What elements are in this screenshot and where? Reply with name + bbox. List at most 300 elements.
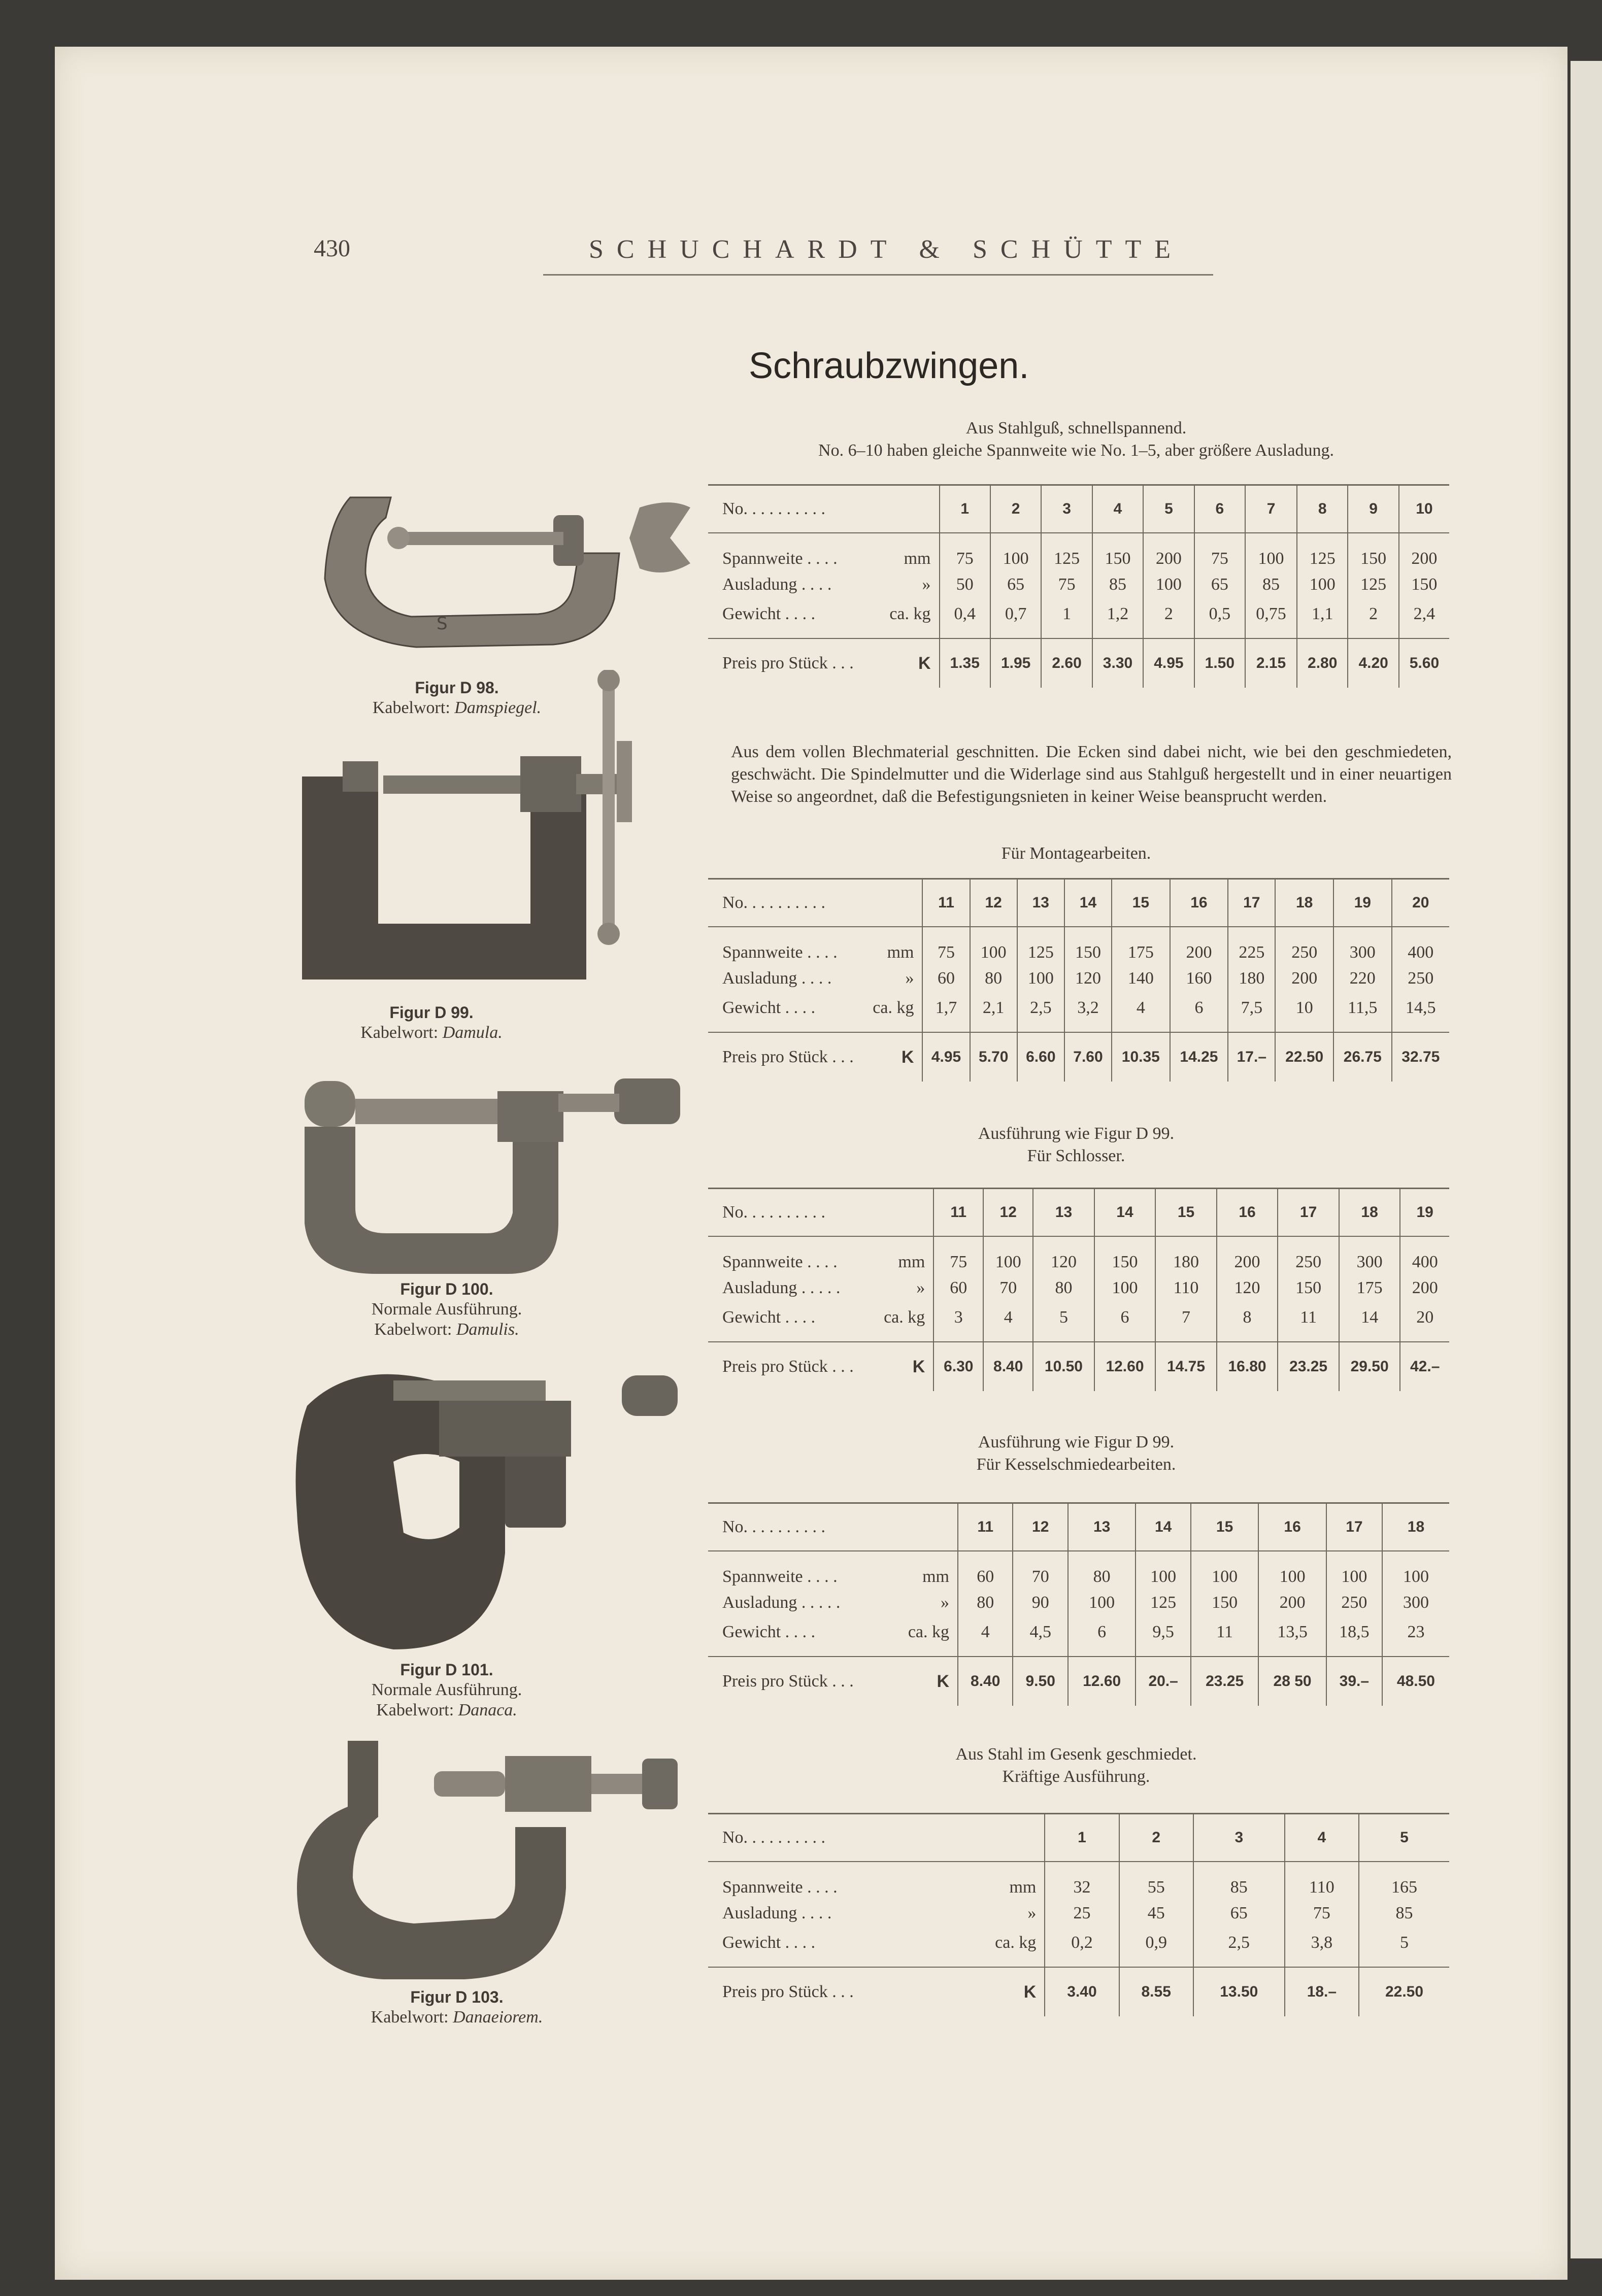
- cell: 65: [1193, 1899, 1285, 1928]
- clamp-figure-d98-image: [315, 477, 700, 675]
- col-no: 13: [1033, 1189, 1094, 1237]
- next-page-edge: [1571, 61, 1602, 2258]
- price-cell: 8.55: [1119, 1967, 1193, 2016]
- label-text: Gewicht . . . .: [722, 1308, 816, 1327]
- price-cell: 20.–: [1136, 1657, 1190, 1706]
- cell: 300: [1333, 927, 1392, 964]
- price-cell: 1.35: [940, 638, 990, 688]
- cell: 65: [990, 570, 1041, 599]
- cell: 65: [1194, 570, 1245, 599]
- figure-note: Normale Ausführung.: [371, 1680, 522, 1699]
- cell: 80: [1068, 1551, 1136, 1588]
- cell: 85: [1193, 1862, 1285, 1899]
- cell: 90: [1013, 1588, 1067, 1617]
- currency: K: [912, 1357, 925, 1376]
- spannweite-row: [708, 927, 1449, 964]
- price-row: [708, 1032, 1449, 1082]
- no-label: No. . . . . . . . . .: [708, 485, 940, 533]
- cell: 70: [983, 1273, 1033, 1303]
- price-cell: 14.75: [1155, 1342, 1217, 1391]
- cell: 140: [1112, 964, 1170, 993]
- label-text: Ausladung . . . . .: [722, 1593, 841, 1612]
- intro-line: Für Kesselschmiedearbeiten.: [976, 1455, 1176, 1474]
- row-label: [708, 1617, 958, 1657]
- code-label: Kabelwort:: [371, 2008, 449, 2027]
- cell: 125: [1041, 533, 1092, 570]
- label-text: Gewicht . . . .: [722, 604, 816, 623]
- spec-table-3: [708, 1188, 1449, 1391]
- cell: 6: [1068, 1617, 1136, 1657]
- no-label: No. . . . . . . . . .: [708, 1503, 958, 1551]
- table5-intro: [706, 1743, 1447, 1788]
- label-text: Spannweite . . . .: [722, 1253, 838, 1271]
- price-cell: 4.20: [1348, 638, 1398, 688]
- cell: 32: [1045, 1862, 1119, 1899]
- price-cell: 8.40: [983, 1342, 1033, 1391]
- unit: »: [941, 1593, 949, 1612]
- gewicht-row: [708, 1303, 1449, 1342]
- unit: mm: [887, 943, 914, 962]
- cell: 9,5: [1136, 1617, 1190, 1657]
- clamp-figure-d101-image: [292, 1360, 693, 1655]
- price-cell: 2.60: [1041, 638, 1092, 688]
- cell: 75: [940, 533, 990, 570]
- cell: 75: [1041, 570, 1092, 599]
- cell: 150: [1278, 1273, 1339, 1303]
- cell: 0,9: [1119, 1928, 1193, 1967]
- intro-line: Aus Stahlguß, schnellspannend.: [965, 419, 1187, 437]
- col-no: 11: [922, 879, 970, 927]
- row-label: [708, 1928, 1045, 1967]
- figure-number: Figur D 101.: [400, 1661, 493, 1679]
- price-cell: 1.50: [1194, 638, 1245, 688]
- col-no: 16: [1170, 879, 1228, 927]
- row-label: [708, 1303, 933, 1342]
- cell: 100: [1382, 1551, 1449, 1588]
- label-text: Ausladung . . . . .: [722, 1278, 841, 1297]
- cell: 250: [1326, 1588, 1382, 1617]
- col-no: 15: [1191, 1503, 1258, 1551]
- row-label: [708, 1551, 958, 1588]
- col-no: 4: [1092, 485, 1143, 533]
- col-no: 15: [1155, 1189, 1217, 1237]
- price-cell: 16.80: [1217, 1342, 1278, 1391]
- spec-table-4: [708, 1502, 1449, 1706]
- unit: ca. kg: [889, 604, 931, 623]
- label-text: Ausladung . . . .: [722, 1904, 832, 1922]
- unit: »: [1027, 1904, 1037, 1922]
- ausladung-row: [708, 570, 1449, 599]
- cell: 70: [1013, 1551, 1067, 1588]
- cell: 0,75: [1245, 599, 1297, 638]
- cell: 100: [1245, 533, 1297, 570]
- cell: 0,2: [1045, 1928, 1119, 1967]
- col-no: 2: [1119, 1814, 1193, 1862]
- cell: 60: [922, 964, 970, 993]
- col-no: 18: [1339, 1189, 1400, 1237]
- cell: 60: [958, 1551, 1013, 1588]
- header-rule: [543, 274, 1213, 276]
- spannweite-row: [708, 533, 1449, 570]
- unit: »: [916, 1278, 925, 1297]
- cell: 80: [1033, 1273, 1094, 1303]
- col-no: 14: [1136, 1503, 1190, 1551]
- price-cell: 5.70: [970, 1032, 1017, 1082]
- cell: 4: [1112, 993, 1170, 1032]
- col-no: 9: [1348, 485, 1398, 533]
- price-cell: 5.60: [1399, 638, 1449, 688]
- row-label: [708, 533, 940, 570]
- figure-code-line: [315, 1700, 579, 1720]
- cell: 200: [1275, 964, 1333, 993]
- col-no: 5: [1143, 485, 1194, 533]
- intro-line: Aus Stahl im Gesenk geschmiedet.: [955, 1745, 1197, 1764]
- cell: 5: [1033, 1303, 1094, 1342]
- price-cell: 1.95: [990, 638, 1041, 688]
- figure-number: Figur D 103.: [410, 1988, 504, 2006]
- cell: 165: [1359, 1862, 1449, 1899]
- row-label: [708, 1967, 1045, 2016]
- figure-code-line: [315, 1320, 579, 1340]
- col-no: 17: [1326, 1503, 1382, 1551]
- cell: 75: [922, 927, 970, 964]
- ausladung-row: [708, 964, 1449, 993]
- price-cell: 3.40: [1045, 1967, 1119, 2016]
- cell: 4: [958, 1617, 1013, 1657]
- label-text: Ausladung . . . .: [722, 969, 832, 988]
- currency: K: [937, 1671, 949, 1691]
- col-no: 13: [1068, 1503, 1136, 1551]
- unit: ca. kg: [873, 998, 914, 1017]
- col-no: 2: [990, 485, 1041, 533]
- table-header-row: [708, 1189, 1449, 1237]
- row-label: [708, 1236, 933, 1273]
- cell: 175: [1112, 927, 1170, 964]
- cell: 1,2: [1092, 599, 1143, 638]
- row-label: [708, 1588, 958, 1617]
- col-no: 5: [1359, 1814, 1449, 1862]
- figure-caption-d101: [315, 1660, 579, 1720]
- code-label: Kabelwort:: [372, 698, 450, 717]
- label-text: Ausladung . . . .: [722, 575, 832, 594]
- figure-caption-d99: [305, 1002, 558, 1043]
- code-label: Kabelwort:: [376, 1701, 454, 1719]
- row-label: [708, 964, 922, 993]
- cell: 3,2: [1064, 993, 1112, 1032]
- spannweite-row: [708, 1862, 1449, 1899]
- cell: 4: [983, 1303, 1033, 1342]
- col-no: 16: [1217, 1189, 1278, 1237]
- cell: 2,5: [1017, 993, 1064, 1032]
- cell: 300: [1339, 1236, 1400, 1273]
- cell: 100: [1258, 1551, 1326, 1588]
- price-cell: 8.40: [958, 1657, 1013, 1706]
- price-cell: 48.50: [1382, 1657, 1449, 1706]
- gewicht-row: [708, 993, 1449, 1032]
- cell: 150: [1399, 570, 1449, 599]
- col-no: 20: [1392, 879, 1449, 927]
- currency: K: [1023, 1982, 1037, 2002]
- price-cell: 14.25: [1170, 1032, 1228, 1082]
- cell: 85: [1245, 570, 1297, 599]
- price-row: [708, 638, 1449, 688]
- cell: 175: [1339, 1273, 1400, 1303]
- table1-intro: [706, 417, 1447, 462]
- price-cell: 6.60: [1017, 1032, 1064, 1082]
- cell: 225: [1228, 927, 1275, 964]
- row-label: [708, 1273, 933, 1303]
- no-label: No. . . . . . . . . .: [708, 1189, 933, 1237]
- code-word: Damulis.: [456, 1320, 519, 1339]
- cell: 120: [1217, 1273, 1278, 1303]
- col-no: 13: [1017, 879, 1064, 927]
- cell: 125: [1017, 927, 1064, 964]
- code-word: Danaeiorem.: [453, 2008, 543, 2027]
- price-cell: 42.–: [1400, 1342, 1449, 1391]
- cell: 100: [1143, 570, 1194, 599]
- price-cell: 3.30: [1092, 638, 1143, 688]
- cell: 3: [933, 1303, 983, 1342]
- row-label: [708, 927, 922, 964]
- cell: 250: [1275, 927, 1333, 964]
- cell: 45: [1119, 1899, 1193, 1928]
- unit: mm: [1009, 1878, 1037, 1897]
- code-word: Danaca.: [458, 1701, 517, 1719]
- cell: 150: [1064, 927, 1112, 964]
- figure-code-line: [305, 1023, 558, 1043]
- col-no: 3: [1193, 1814, 1285, 1862]
- cell: 150: [1094, 1236, 1156, 1273]
- col-no: 18: [1275, 879, 1333, 927]
- cell: 2,1: [970, 993, 1017, 1032]
- cell: 200: [1399, 533, 1449, 570]
- price-cell: 13.50: [1193, 1967, 1285, 2016]
- cell: 100: [983, 1236, 1033, 1273]
- price-cell: 22.50: [1359, 1967, 1449, 2016]
- cell: 0,5: [1194, 599, 1245, 638]
- cell: 0,4: [940, 599, 990, 638]
- col-no: 12: [983, 1189, 1033, 1237]
- cell: 14,5: [1392, 993, 1449, 1032]
- ausladung-row: [708, 1588, 1449, 1617]
- code-word: Damspiegel.: [454, 698, 542, 717]
- cell: 100: [1326, 1551, 1382, 1588]
- cell: 3,8: [1285, 1928, 1359, 1967]
- cell: 85: [1359, 1899, 1449, 1928]
- figure-caption-d103: [315, 1987, 599, 2028]
- code-word: Damula.: [442, 1023, 503, 1042]
- cell: 75: [933, 1236, 983, 1273]
- cell: 13,5: [1258, 1617, 1326, 1657]
- cell: 55: [1119, 1862, 1193, 1899]
- label-text: Spannweite . . . .: [722, 1878, 838, 1897]
- cell: 400: [1400, 1236, 1449, 1273]
- row-label: [708, 1032, 922, 1082]
- ausladung-row: [708, 1273, 1449, 1303]
- cell: 125: [1136, 1588, 1190, 1617]
- ausladung-row: [708, 1899, 1449, 1928]
- gewicht-row: [708, 1617, 1449, 1657]
- unit: »: [905, 969, 914, 988]
- cell: 100: [1068, 1588, 1136, 1617]
- label-text: Gewicht . . . .: [722, 1623, 816, 1641]
- label-text: Preis pro Stück . . .: [722, 653, 854, 672]
- label-text: Spannweite . . . .: [722, 1567, 838, 1586]
- unit: ca. kg: [908, 1623, 949, 1641]
- price-cell: 23.25: [1278, 1342, 1339, 1391]
- cell: 10: [1275, 993, 1333, 1032]
- cell: 2: [1348, 599, 1398, 638]
- price-cell: 32.75: [1392, 1032, 1449, 1082]
- cell: 150: [1092, 533, 1143, 570]
- cell: 200: [1143, 533, 1194, 570]
- cell: 18,5: [1326, 1617, 1382, 1657]
- col-no: 14: [1094, 1189, 1156, 1237]
- col-no: 19: [1333, 879, 1392, 927]
- cell: 6: [1094, 1303, 1156, 1342]
- cell: 100: [1191, 1551, 1258, 1588]
- row-label: [708, 1342, 933, 1391]
- price-cell: 28 50: [1258, 1657, 1326, 1706]
- currency: K: [901, 1047, 914, 1067]
- row-label: [708, 570, 940, 599]
- cell: 110: [1285, 1862, 1359, 1899]
- table3-intro: [706, 1123, 1447, 1167]
- price-cell: 18.–: [1285, 1967, 1359, 2016]
- cell: 7,5: [1228, 993, 1275, 1032]
- page-number: 430: [314, 235, 350, 262]
- cell: 160: [1170, 964, 1228, 993]
- cell: 1: [1041, 599, 1092, 638]
- cell: 20: [1400, 1303, 1449, 1342]
- price-row: [708, 1967, 1449, 2016]
- gewicht-row: [708, 1928, 1449, 1967]
- code-label: Kabelwort:: [374, 1320, 452, 1339]
- price-row: [708, 1342, 1449, 1391]
- label-text: Preis pro Stück . . .: [722, 1671, 854, 1691]
- cell: 180: [1228, 964, 1275, 993]
- figure-number: Figur D 98.: [415, 679, 499, 697]
- cell: 7: [1155, 1303, 1217, 1342]
- row-label: [708, 993, 922, 1032]
- figure-caption-d100: [315, 1279, 579, 1340]
- price-cell: 7.60: [1064, 1032, 1112, 1082]
- cell: 220: [1333, 964, 1392, 993]
- price-cell: 12.60: [1094, 1342, 1156, 1391]
- cell: 200: [1400, 1273, 1449, 1303]
- row-label: [708, 1862, 1045, 1899]
- clamp-figure-d103-image: [292, 1736, 693, 1984]
- col-no: 10: [1399, 485, 1449, 533]
- cell: 150: [1191, 1588, 1258, 1617]
- cell: 100: [1297, 570, 1348, 599]
- price-cell: 9.50: [1013, 1657, 1067, 1706]
- cell: 5: [1359, 1928, 1449, 1967]
- table2-description: Aus dem vollen Blechmaterial geschnitten. Die Ecken sind dabei nicht, wie bei den geschmiedeten, geschwächt. Die Spindelmutter und die Widerlage sind aus Stahlguß hergestellt und in einer neuartigen Weise so angeordnet, daß die Befestigungsnieten in keiner Weise beansprucht werden.: [731, 742, 1452, 806]
- price-cell: 10.50: [1033, 1342, 1094, 1391]
- cell: 300: [1382, 1588, 1449, 1617]
- row-label: [708, 1899, 1045, 1928]
- cell: 11: [1191, 1617, 1258, 1657]
- price-cell: 10.35: [1112, 1032, 1170, 1082]
- col-no: 1: [940, 485, 990, 533]
- col-no: 3: [1041, 485, 1092, 533]
- intro-line: Ausführung wie Figur D 99.: [978, 1433, 1175, 1451]
- cell: 100: [970, 927, 1017, 964]
- unit: mm: [922, 1567, 949, 1586]
- cell: 0,7: [990, 599, 1041, 638]
- cell: 75: [1285, 1899, 1359, 1928]
- col-no: 4: [1285, 1814, 1359, 1862]
- label-text: Gewicht . . . .: [722, 1933, 816, 1952]
- label-text: Preis pro Stück . . .: [722, 1982, 854, 2001]
- cell: 250: [1392, 964, 1449, 993]
- col-no: 6: [1194, 485, 1245, 533]
- col-no: 15: [1112, 879, 1170, 927]
- cell: 80: [970, 964, 1017, 993]
- price-cell: 23.25: [1191, 1657, 1258, 1706]
- label-text: Spannweite . . . .: [722, 943, 838, 962]
- cell: 400: [1392, 927, 1449, 964]
- price-cell: 2.80: [1297, 638, 1348, 688]
- cell: 75: [1194, 533, 1245, 570]
- cell: 200: [1170, 927, 1228, 964]
- unit: »: [922, 575, 931, 594]
- clamp-figure-d100-image: [294, 1071, 695, 1284]
- price-row: [708, 1657, 1449, 1706]
- figure-code-line: [325, 698, 589, 718]
- col-no: 12: [1013, 1503, 1067, 1551]
- col-no: 1: [1045, 1814, 1119, 1862]
- col-no: 17: [1228, 879, 1275, 927]
- cell: 100: [1017, 964, 1064, 993]
- section-title: Schraubzwingen.: [749, 346, 1029, 386]
- cell: 200: [1258, 1588, 1326, 1617]
- price-cell: 26.75: [1333, 1032, 1392, 1082]
- unit: ca. kg: [995, 1933, 1037, 1952]
- label-text: Preis pro Stück . . .: [722, 1047, 854, 1066]
- intro-line: Kräftige Ausführung.: [1002, 1767, 1150, 1786]
- spec-table-1: [708, 484, 1449, 688]
- col-no: 17: [1278, 1189, 1339, 1237]
- intro-line: Ausführung wie Figur D 99.: [978, 1124, 1175, 1143]
- figure-caption-d98: [325, 678, 589, 718]
- price-cell: 4.95: [922, 1032, 970, 1082]
- cell: 8: [1217, 1303, 1278, 1342]
- cell: 6: [1170, 993, 1228, 1032]
- col-no: 19: [1400, 1189, 1449, 1237]
- col-no: 12: [970, 879, 1017, 927]
- cell: 100: [990, 533, 1041, 570]
- svg-text:S: S: [437, 614, 448, 634]
- code-label: Kabelwort:: [360, 1023, 439, 1042]
- gewicht-row: [708, 599, 1449, 638]
- table-header-row: [708, 485, 1449, 533]
- cell: 100: [1136, 1551, 1190, 1588]
- cell: 120: [1033, 1236, 1094, 1273]
- col-no: 11: [958, 1503, 1013, 1551]
- spannweite-row: [708, 1551, 1449, 1588]
- cell: 23: [1382, 1617, 1449, 1657]
- cell: 250: [1278, 1236, 1339, 1273]
- cell: 110: [1155, 1273, 1217, 1303]
- figure-number: Figur D 100.: [400, 1280, 493, 1298]
- col-no: 18: [1382, 1503, 1449, 1551]
- col-no: 16: [1258, 1503, 1326, 1551]
- cell: 150: [1348, 533, 1398, 570]
- row-label: [708, 638, 940, 688]
- figure-number: Figur D 99.: [389, 1003, 474, 1022]
